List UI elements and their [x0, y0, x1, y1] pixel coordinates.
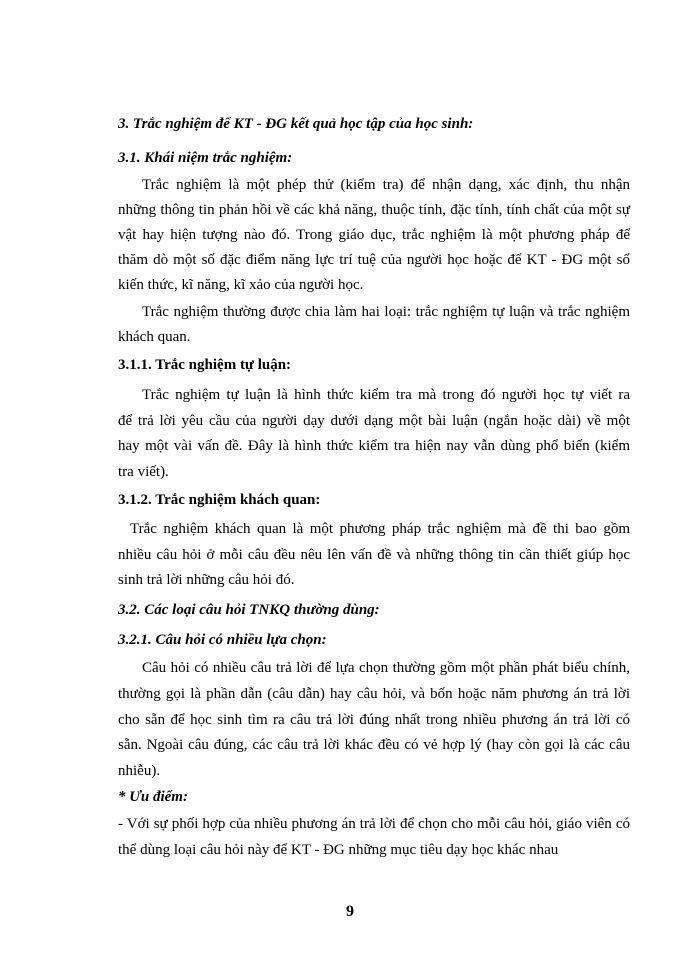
- paragraph-line: Trắc nghiệm khách quan là một phương pháp trắc nghiệm mà đề thi bao gồm: [130, 521, 630, 537]
- section-heading-3: 3. Trắc nghiệm để KT - ĐG kết quả học tập của học sinh:: [118, 116, 474, 132]
- paragraph-line: Trắc nghiệm thường được chia làm hai loại: trắc nghiệm tự luận và trắc nghiệm: [142, 304, 630, 320]
- paragraph-line: khách quan.: [118, 329, 191, 345]
- paragraph-line: nhiễu).: [118, 763, 161, 779]
- paragraph-line: nhiều câu hỏi ở mỗi câu đều nêu lên vấn đề và những thông tin cần thiết giúp học: [118, 547, 630, 563]
- paragraph-line: cho sẵn để học sinh tìm ra câu trả lời đúng nhất trong nhiều phương án trả lời có: [118, 712, 630, 728]
- paragraph-line: để trả lời yêu cầu của người dạy dưới dạng một bài luận (ngắn hoặc dài) về một: [118, 413, 630, 429]
- page-number: 9: [346, 903, 354, 920]
- paragraph-line: kiến thức, kĩ năng, kĩ xảo của người học.: [118, 277, 364, 293]
- paragraph-line: tra viết).: [118, 464, 169, 480]
- paragraph-line: - Với sự phối hợp của nhiều phương án trả lời để chọn cho mỗi câu hỏi, giáo viên có: [118, 816, 630, 832]
- section-heading-3-2: 3.2. Các loại câu hỏi TNKQ thường dùng:: [118, 602, 380, 618]
- paragraph-line: những thông tin phản hồi về các khả năng, thuộc tính, đặc tính, tính chất của một sự: [118, 202, 630, 218]
- paragraph-line: vật hay hiện tượng nào đó. Trong giáo dục, trắc nghiệm là một phương pháp để: [118, 227, 630, 243]
- paragraph-line: sẵn. Ngoài câu đúng, các câu trả lời khác đều có vẻ hợp lý (hay còn gọi là các câu: [118, 737, 630, 753]
- advantages-heading: * Ưu điểm:: [118, 789, 188, 805]
- paragraph-line: Trắc nghiệm là một phép thử (kiểm tra) để nhận dạng, xác định, thu nhận: [142, 177, 630, 193]
- section-heading-3-2-1: 3.2.1. Câu hỏi có nhiều lựa chọn:: [118, 632, 327, 648]
- paragraph-line: Trắc nghiệm tự luận là hình thức kiểm tra mà trong đó người học tự viết ra: [142, 387, 630, 403]
- section-heading-3-1-2: 3.1.2. Trắc nghiệm khách quan:: [118, 492, 321, 508]
- paragraph-line: sinh trả lời những câu hỏi đó.: [118, 572, 295, 588]
- paragraph-line: Câu hỏi có nhiều câu trả lời để lựa chọn thường gồm một phần phát biểu chính,: [142, 660, 630, 676]
- paragraph-line: thăm dò một số đặc điểm năng lực trí tuệ của người học hoặc để KT - ĐG một số: [118, 252, 630, 268]
- paragraph-line: thể dùng loại câu hỏi này để KT - ĐG những mục tiêu dạy học khác nhau: [118, 842, 559, 858]
- paragraph-line: hay một vài vấn đề. Đây là hình thức kiểm tra hiện nay vẫn dùng phổ biến (kiểm: [118, 438, 630, 454]
- section-heading-3-1: 3.1. Khái niệm trắc nghiệm:: [118, 150, 293, 166]
- section-heading-3-1-1: 3.1.1. Trắc nghiệm tự luận:: [118, 357, 292, 373]
- paragraph-line: thường gọi là phần dẫn (câu dẫn) hay câu hỏi, và bốn hoặc năm phương án trả lời: [118, 686, 630, 702]
